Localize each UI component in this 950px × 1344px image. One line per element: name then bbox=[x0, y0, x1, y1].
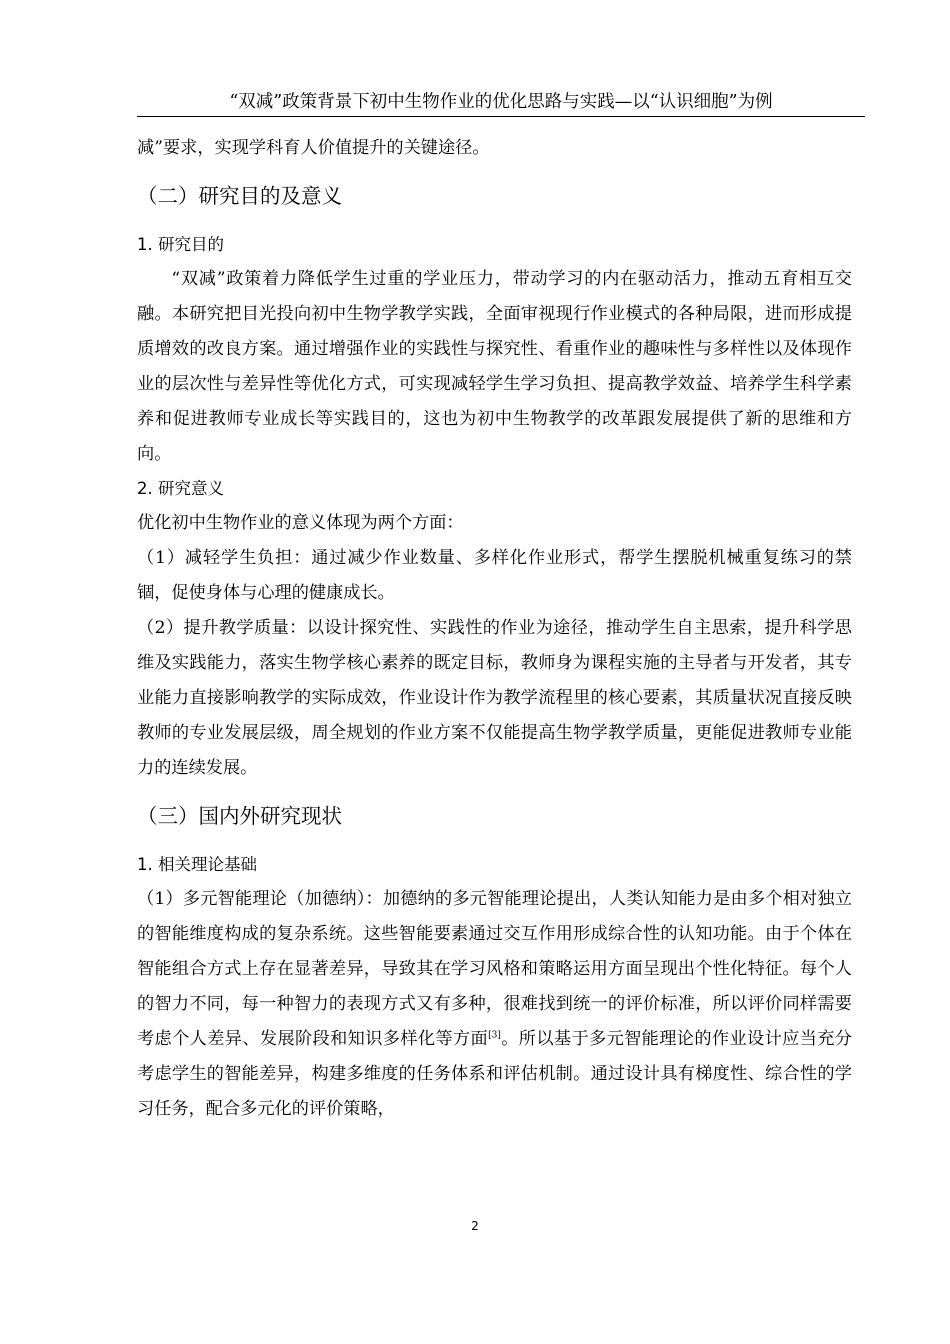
subheading-research-significance: 2. 研究意义 bbox=[137, 479, 224, 498]
significance-item-2: （2）提升教学质量：以设计探究性、实践性的作业为途径，推动学生自主思索，提升科学思维及实践能力，落实生物学核心素养的既定目标，教师身为课程实施的主导者与开发者，其专业能力直接影响教学的实际成效，作业设计作为教学流程里的核心要素，其质量状况直接反映教师的专业发展层级，周全规划的作业方案不仅能提高生物学教学质量，更能促进教师专业能力的连续发展。 bbox=[137, 618, 852, 778]
page-number: 2 bbox=[471, 1219, 479, 1233]
running-header: “双减”政策背景下初中生物作业的优化思路与实践—以“认识细胞”为例 bbox=[137, 88, 865, 117]
significance-item-1: （1）减轻学生负担：通过减少作业数量、多样化作业形式，帮学生摆脱机械重复练习的禁锢，促使身体与心理的健康成长。 bbox=[137, 548, 852, 603]
multiple-intelligences-paragraph bbox=[137, 882, 852, 1127]
paragraph-text-part-2: 。所以基于多元智能理论的作业设计应当充分考虑学生的智能差异，构建多维度的任务体系和评估机制。通过设计具有梯度性、综合性的学习任务，配合多元化的评价策略， bbox=[137, 1029, 852, 1119]
section-heading-purpose-significance: （二）研究目的及意义 bbox=[137, 184, 342, 208]
body-content bbox=[137, 131, 852, 1127]
continuation-paragraph: 减”要求，实现学科育人价值提升的关键途径。 bbox=[137, 138, 490, 158]
research-purpose-paragraph: “双减”政策着力降低学生过重的学业压力，带动学习的内在驱动活力，推动五育相互交融。本研究把目光投向初中生物学教学实践，全面审视现行作业模式的各种局限，进而形成提质增效的改良方案。通过增强作业的实践性与探究性、看重作业的趣味性与多样性以及体现作业的层次性与差异性等优化方式，可实现减轻学生学习负担、提高教学效益、培养学生科学素养和促进教师专业成长等实践目的，这也为初中生物教学的改革跟发展提供了新的思维和方向。 bbox=[137, 269, 852, 464]
section-heading-research-status: （三）国内外研究现状 bbox=[137, 804, 342, 828]
citation-reference[interactable]: [3] bbox=[488, 1030, 501, 1041]
subheading-research-purpose: 1. 研究目的 bbox=[137, 235, 224, 254]
significance-intro: 优化初中生物作业的意义体现为两个方面： bbox=[137, 513, 464, 533]
paragraph-text-part-1: （1）多元智能理论（加德纳）：加德纳的多元智能理论提出，人类认知能力是由多个相对独立的智能维度构成的复杂系统。这些智能要素通过交互作用形成综合性的认知功能。由于个体在智能组合方式上存在显著差异，导致其在学习风格和策略运用方面呈现出个性化特征。每个人的智力不同，每一种智力的表现方式又有多种，很难找到统一的评价标准，所以评价同样需要考虑个人差异、发展阶段和知识多样化等方面 bbox=[137, 889, 852, 1049]
subheading-theory-basis: 1. 相关理论基础 bbox=[137, 855, 257, 874]
